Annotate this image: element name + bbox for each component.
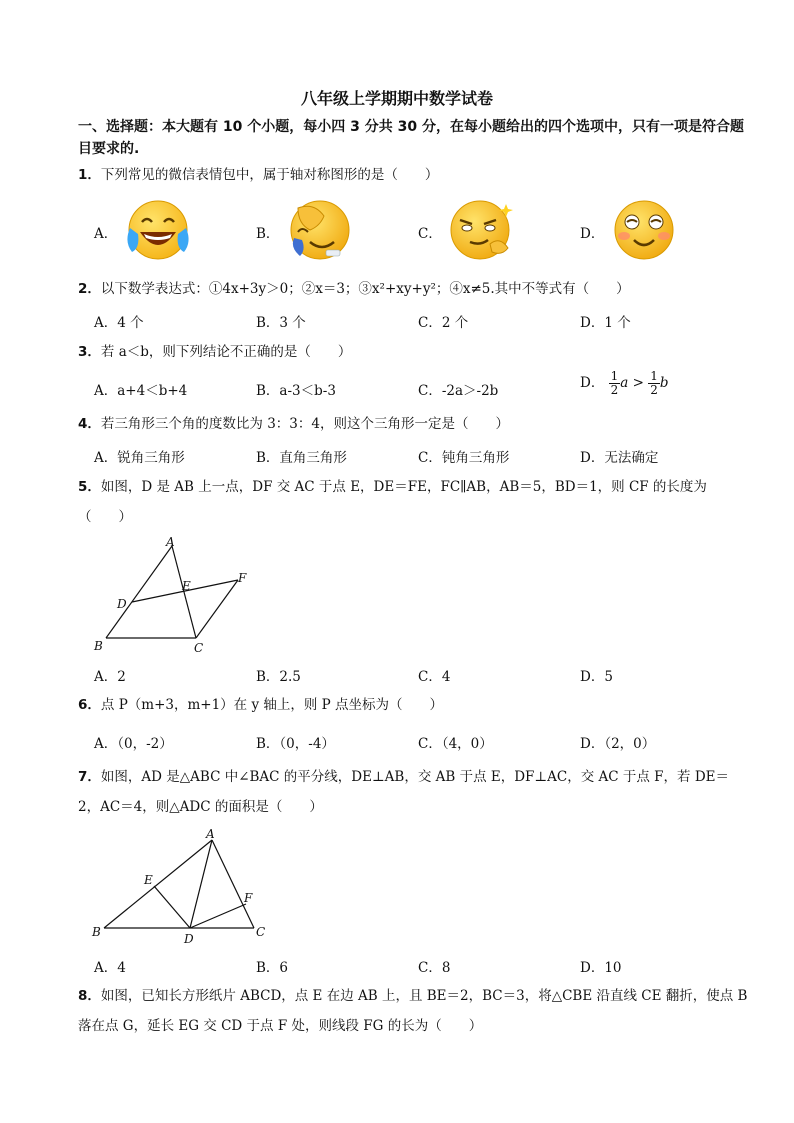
option-d: D．5	[580, 669, 613, 685]
point-label: E	[144, 873, 153, 887]
fraction-numerator: 1	[650, 369, 658, 383]
question-text: 若三角形三个角的度数比为 3：3：4，则这个三角形一定是（ ）	[100, 416, 509, 432]
option-b: B．3 个	[256, 315, 306, 331]
question-6-options	[94, 732, 754, 760]
point-label: B	[92, 925, 101, 939]
option-d: D．无法确定	[580, 450, 659, 466]
point-label: B	[94, 639, 103, 653]
option-d: D．（2，0）	[580, 736, 656, 752]
point-label: A	[166, 535, 175, 549]
option-c: C．4	[418, 669, 451, 685]
option-b: B．6	[256, 960, 289, 976]
question-7-options	[94, 956, 754, 984]
question-text: 若 a＜b，则下列结论不正确的是（ ）	[100, 344, 352, 360]
question-text: 如图，D 是 AB 上一点，DF 交 AC 于点 E，DE＝FE，FC∥AB，AB＝5，BD＝1，则 CF 的长度为（ ）	[78, 479, 707, 525]
question-4-options	[94, 446, 754, 474]
option-c: C．-2a＞-2b	[418, 383, 499, 399]
option-d: D．10	[580, 960, 622, 976]
option-d: D．1 个	[580, 315, 631, 331]
point-label: D	[184, 932, 194, 946]
option-a: A．4 个	[94, 315, 144, 331]
option-label: C．	[418, 226, 442, 242]
option-c: C．8	[418, 960, 451, 976]
question-text: 如图，已知长方形纸片 ABCD，点 E 在边 AB 上，且 BE＝2，BC＝3，将△CBE 沿直线 CE 翻折，使点 B 落在点 G，延长 EG 交 CD 于点 F 处，则线段 FG 的长为（ ）	[78, 988, 748, 1034]
point-label: F	[238, 571, 247, 585]
question-number: 6．	[78, 697, 101, 713]
section-heading: 一、选择题：本大题有 10 个小题，每小四 3 分共 30 分，在每小题给出的四个选项中，只有一项是符合题目要求的.	[78, 119, 744, 157]
option-c: C．（4，0）	[418, 736, 493, 752]
option-b: B．直角三角形	[256, 450, 347, 466]
comparison-operator: >	[628, 375, 649, 391]
question-text: 如图，AD 是△ABC 中∠BAC 的平分线，DE⊥AB，交 AB 于点 E，DF⊥AC，交 AC 于点 F，若 DE＝2，AC＝4，则△ADC 的面积是（ ）	[78, 769, 729, 815]
fraction-denominator: 2	[610, 383, 619, 397]
question-2-options	[94, 311, 754, 339]
smirking-emoji-icon	[446, 198, 518, 264]
question-text: 下列常见的微信表情包中，属于轴对称图形的是（ ）	[100, 167, 439, 183]
question-number: 8．	[78, 988, 101, 1004]
question-1-options	[94, 196, 754, 268]
question-1	[78, 160, 750, 190]
option-label: B．	[256, 226, 280, 242]
option-a: A．锐角三角形	[94, 450, 185, 466]
question-3-options	[94, 369, 754, 407]
smiling-blush-emoji-icon	[608, 198, 680, 264]
question-number: 3．	[78, 344, 101, 360]
option-c: C．钝角三角形	[418, 450, 510, 466]
fraction-denominator: 2	[650, 383, 658, 397]
point-label: A	[206, 827, 215, 841]
question-number: 1．	[78, 167, 101, 183]
question-2	[78, 274, 750, 304]
question-text: 以下数学表达式：①4x+3y＞0；②x＝3；③x²+xy+y²；④x≠5.其中不等式有（ ）	[100, 281, 630, 297]
page-title: 八年级上学期期中数学试卷	[300, 89, 493, 108]
option-b: B．（0，-4）	[256, 736, 335, 752]
point-label: C	[194, 641, 204, 655]
question-5-options	[94, 665, 754, 693]
fraction-half	[648, 370, 660, 397]
point-label: E	[182, 579, 191, 593]
fraction-numerator: 1	[610, 369, 619, 383]
question-6	[78, 690, 750, 720]
option-c: C．2 个	[418, 315, 469, 331]
question-8	[78, 981, 750, 1041]
question-number: 2．	[78, 281, 101, 297]
option-label: A．	[94, 226, 118, 242]
option-label: D．	[580, 375, 605, 391]
option-a: A．a+4＜b+4	[94, 383, 188, 399]
point-label: D	[117, 597, 127, 611]
variable-b: b	[659, 375, 669, 391]
option-a: A．4	[94, 960, 126, 976]
facepalm-emoji-icon	[284, 198, 356, 264]
question-text: 点 P（m+3，m+1）在 y 轴上，则 P 点坐标为（ ）	[100, 697, 444, 713]
fraction-half	[609, 370, 621, 397]
question-number: 4．	[78, 416, 101, 432]
question-7	[78, 762, 750, 822]
question-3	[78, 337, 750, 367]
laughing-crying-emoji-icon	[122, 198, 194, 264]
question-5	[78, 472, 750, 532]
point-label: F	[244, 891, 253, 905]
option-d	[580, 370, 669, 397]
option-b: B．a-3＜b-3	[256, 383, 336, 399]
option-a: A．（0，-2）	[94, 736, 173, 752]
point-label: C	[256, 925, 266, 939]
question-number: 5．	[78, 479, 101, 495]
question-number: 7．	[78, 769, 101, 785]
option-label: D．	[580, 226, 605, 242]
variable-a: a	[620, 375, 629, 391]
geometry-figure-q7	[86, 824, 276, 950]
question-4	[78, 409, 750, 439]
geometry-figure-q5	[86, 532, 256, 658]
option-a: A．2	[94, 669, 126, 685]
option-b: B．2.5	[256, 669, 301, 685]
